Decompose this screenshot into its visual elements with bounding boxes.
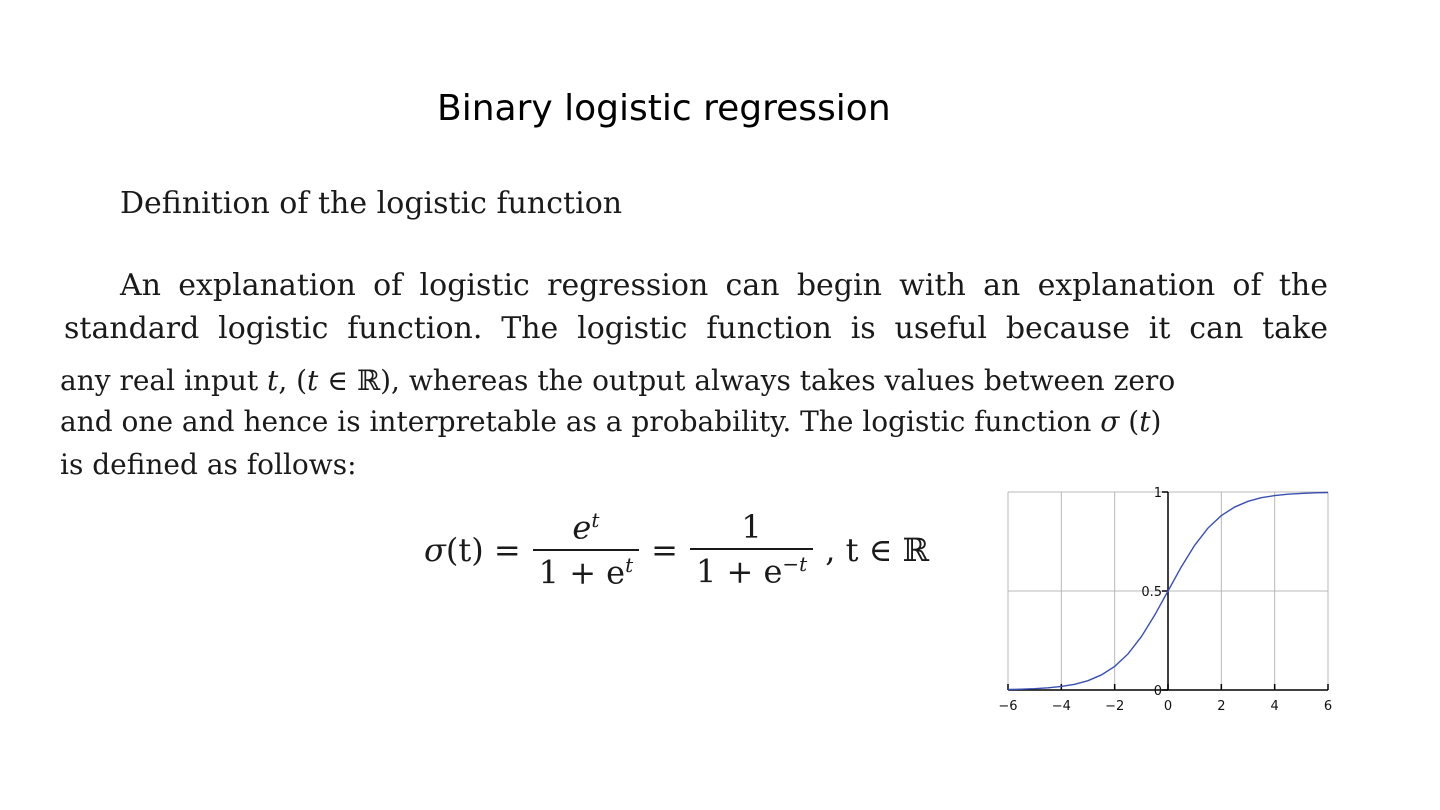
paragraph-line-2: standard logistic function. The logistic function is useful because it can take — [64, 311, 1328, 346]
frac1-num-exp: t — [591, 508, 600, 532]
frac2-den: 1 + e — [695, 552, 783, 591]
slide-title: Binary logistic regression — [437, 88, 891, 129]
line4-sigma: σ — [1100, 405, 1120, 438]
line4-text-c: ) — [1150, 405, 1162, 438]
logistic-formula — [424, 508, 929, 591]
y-tick-label: 0.5 — [1141, 585, 1162, 600]
formula-sigma: σ — [424, 530, 446, 569]
frac1-num-base: e — [572, 508, 592, 547]
x-tick-label: 4 — [1270, 699, 1279, 714]
formula-fraction-1 — [533, 508, 640, 591]
section-heading: Definition of the logistic function — [120, 186, 623, 221]
line4-text-b: ( — [1119, 405, 1140, 438]
paragraph-line-5: is defined as follows: — [60, 448, 357, 481]
sigmoid-chart — [990, 480, 1340, 720]
x-tick-label: 6 — [1323, 699, 1333, 714]
x-tick-label: −4 — [1051, 699, 1071, 714]
formula-equals-2: = — [651, 530, 678, 569]
line3-var-t2: t — [307, 364, 319, 397]
formula-tail: , t ∈ ℝ — [825, 530, 930, 569]
line3-var-t: t — [267, 364, 279, 397]
frac2-den-exp: −t — [782, 552, 808, 577]
paragraph-line-1: An explanation of logistic regression can begin with an explanation of the — [120, 268, 1328, 303]
line3-text-a: any real input — [60, 364, 268, 397]
x-tick-label: −2 — [1105, 699, 1125, 714]
x-tick-label: 2 — [1217, 699, 1226, 714]
y-tick-label: 1 — [1153, 486, 1162, 501]
line4-text-a: and one and hence is interpretable as a probability. The logistic function — [60, 405, 1101, 438]
line3-text-d: ∈ ℝ), whereas the output always takes values between zero — [318, 364, 1176, 397]
x-tick-label: −6 — [998, 699, 1018, 714]
paragraph-line-4 — [60, 405, 1161, 438]
frac1-den: 1 + e — [538, 553, 626, 592]
line4-var-t: t — [1139, 405, 1151, 438]
frac1-den-exp: t — [625, 552, 634, 577]
x-tick-label: 0 — [1163, 699, 1173, 714]
y-tick-label: 0 — [1153, 684, 1162, 699]
formula-lhs: (t) = — [445, 530, 521, 569]
formula-fraction-2 — [690, 508, 813, 591]
line3-text-b: , ( — [278, 364, 308, 397]
paragraph-line-3 — [60, 364, 1175, 397]
frac2-num: 1 — [741, 508, 762, 547]
